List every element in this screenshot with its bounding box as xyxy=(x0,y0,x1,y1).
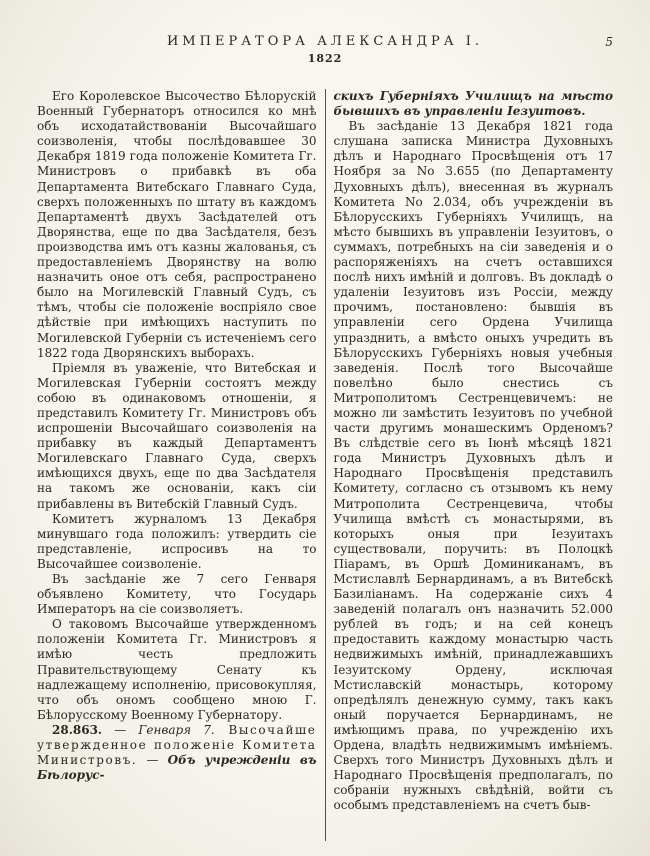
right-column xyxy=(334,89,614,841)
paragraph xyxy=(37,572,317,617)
text-segment: скихъ Губерніяхъ Училищъ на мѣсто бывшихъ въ управленіи Іезуитовъ. xyxy=(333,89,613,119)
text-segment: Комитетъ журналомъ 13 Декабря минувшаго года положилъ: утвердить сіе представленіе, испросивъ на то Высочайшее соизволеніе. xyxy=(37,511,317,571)
text-segment: — xyxy=(102,722,139,737)
text-segment: Генваря 7. xyxy=(138,722,215,737)
paragraph xyxy=(37,89,317,361)
paragraph xyxy=(37,723,317,783)
text-segment: Пріемля въ уваженіе, что Витебская и Могилевская Губерніи состоятъ между собою въ одинаковомъ отношеніи, я представилъ Комитету Гг. Министровъ объ испрошеніи Высочайшаго соизволенія на прибавку въ каждый Департаментъ Могилевскаго Главнаго Суда, сверхъ имѣющихся двухъ, еще по два Засѣдателя на такомъ же основаніи, какъ сіи прибавлены въ Витебскій Главный Судъ. xyxy=(37,360,317,511)
paragraph xyxy=(37,512,317,572)
paragraph xyxy=(37,361,317,512)
page-number: 5 xyxy=(605,35,613,49)
text-segment: Объ учрежденіи въ Бѣлорус- xyxy=(37,753,317,783)
text-segment: Его Королевское Высочество Бѣлорускій Военный Губернаторъ относился ко мнѣ объ исходатайствованіи Высочайшаго соизволенія, чтобы послѣдовавшее 30 Декабря 1819 года положеніе Комитета Гг. Министровъ о прибавкѣ въ оба Департамента Витебскаго Главнаго Суда, сверхъ положенныхъ по штату въ каждомъ Департаментѣ двухъ Засѣдателей отъ Дворянства, еще по два Засѣдателя, безъ производства имъ отъ казны жалованья, съ предоставленіемъ Дворянству на волю назначить оное отъ себя, распространено было на Могилевскій Главный Судъ, съ тѣмъ, чтобы сіе положеніе воспріяло свое дѣйствіе при имѣющихъ наступить по Могилевской Губерніи съ истеченіемъ сего 1822 года Дворянскихъ выборахъ. xyxy=(37,89,317,360)
left-column xyxy=(37,89,317,841)
text-segment: Высочайше утвержденное положеніе Комитета Министровъ. xyxy=(37,722,317,768)
paragraph xyxy=(334,119,614,813)
column-divider xyxy=(325,89,326,841)
text-columns xyxy=(37,89,613,841)
text-segment: 28.863. xyxy=(52,722,103,737)
text-segment: Въ засѣданіе же 7 сего Генваря объявлено Комитету, что Государь Императоръ на сіе соизволяетъ. xyxy=(37,572,317,617)
paragraph xyxy=(37,617,317,723)
page-header xyxy=(37,34,613,65)
text-segment: О таковомъ Высочайше утвержденномъ положеніи Комитета Гг. Министровъ я имѣю честь предложить Правительствующему Сенату къ надлежащему исполненію, присовокупляя, что объ ономъ сообщено мною Г. Бѣлорусскому Военному Губернатору. xyxy=(37,617,317,722)
text-segment: — xyxy=(137,753,168,768)
paragraph xyxy=(334,89,614,119)
text-segment: Въ засѣданіе 13 Декабря 1821 года слушана записка Министра Духовныхъ дѣлъ и Народнаго Просвѣщенія отъ 17 Ноября за No 3.655 (по Департаменту Духовныхъ дѣлъ), внесенная въ журналъ Комитета No 2.034, объ учрежденіи въ Бѣлорусскихъ Губерніяхъ Училищъ, на мѣсто бывшихъ въ управленіи Іезуитовъ, о суммахъ, потребныхъ на сіи заведенія и о распоряженіяхъ на счетъ оставшихся послѣ нихъ имѣній и долговъ. Въ докладѣ о удаленіи Іезуитовъ изъ Россіи, между прочимъ, постановлено: бывшія въ управленіи сего Ордена Училища упразднить, а вмѣсто оныхъ учредить въ Бѣлорусскихъ Губерніяхъ новыя учебныя заведенія. Послѣ того Высочайше повелѣно было снестись съ Митрополитомъ Сестренцевичемъ: не можно ли замѣстить Іезуитовъ по учебной части другимъ монашескимъ Орденомъ? Въ слѣдствіе сего въ Іюнѣ мѣсяцѣ 1821 года Министръ Духовныхъ дѣлъ и Народнаго Просвѣщенія представилъ Комитету, согласно съ отзывомъ къ нему Митрополита Сестренцевича, чтобы Училища вмѣстѣ съ монастырями, въ которыхъ оныя при Іезуитахъ существовали, поручить: въ Полоцкѣ Піарамъ, въ Оршѣ Доминиканамъ, въ Мстиславлѣ Бернардинамъ, а въ Витебскѣ Базиліанамъ. На содержаніе сихъ 4 заведеній полагалъ онъ назначить 52.000 рублей въ годъ; и на сей конецъ предоставить каждому монастырю часть недвижимыхъ имѣній, принадлежавшихъ Іезуитскому Ордену, исключая Мстиславскій монастырь, которому опредѣлялъ денежную сумму, такъ какъ оный поручается Бернардинамъ, не имѣющимъ права, по учрежденію ихъ Ордена, владѣть недвижимымъ имѣніемъ. Сверхъ того Министръ Духовныхъ дѣлъ и Народнаго Просвѣщенія предполагалъ, по собраніи нужныхъ свѣдѣній, войти съ особымъ представленіемъ на счетъ быв- xyxy=(333,119,613,813)
running-title: ИМПЕРАТОРА АЛЕКСАНДРА I. xyxy=(166,34,484,49)
year-label: 1822 xyxy=(307,52,343,65)
